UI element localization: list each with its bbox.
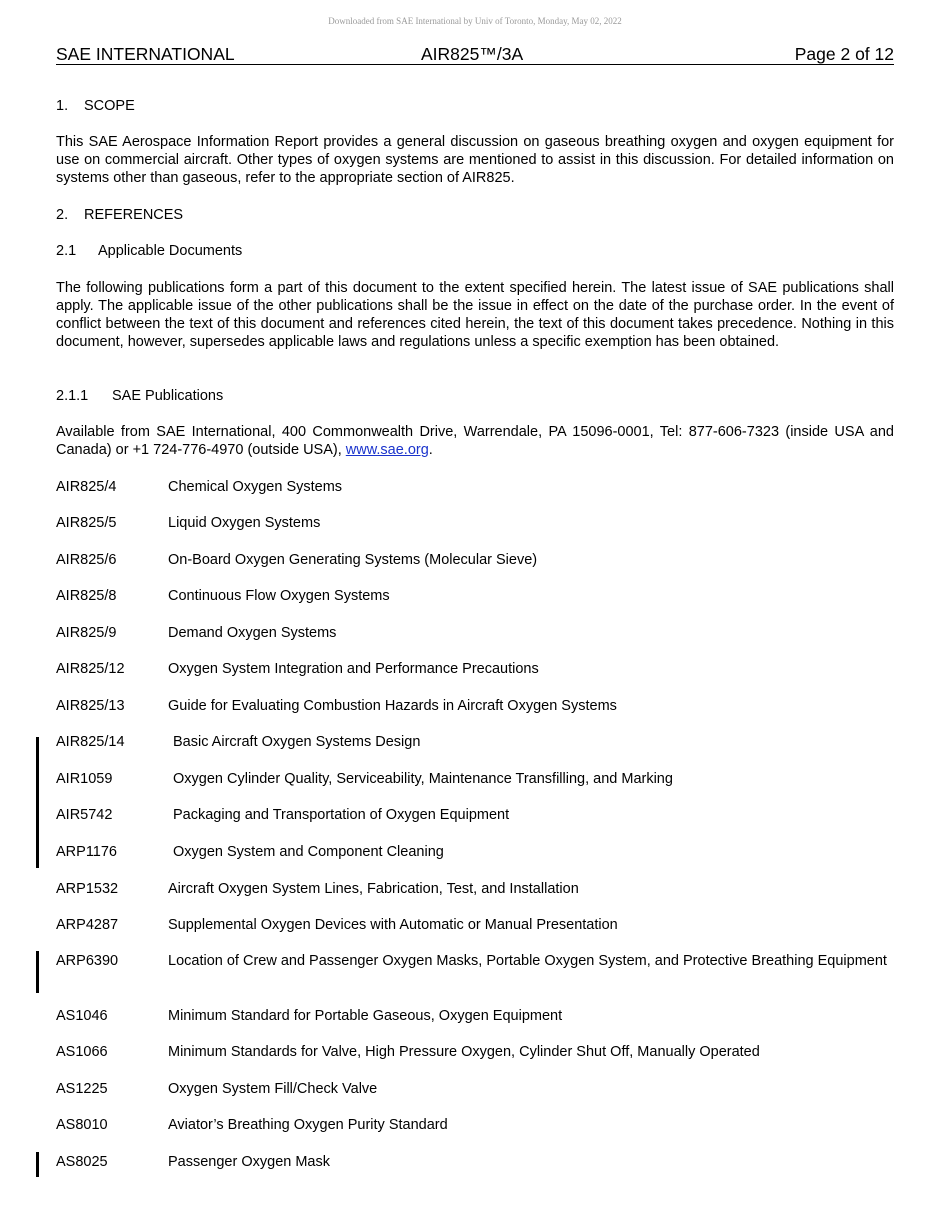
header-org: SAE INTERNATIONAL bbox=[56, 44, 235, 64]
availability-text: Available from SAE International, 400 Commonwealth Drive, Warrendale, PA 15096-0001, Tel: 877-606-7323 (inside USA and Canada) or +1 724-776-4970 (outside USA), bbox=[56, 424, 894, 458]
reference-title: Oxygen System and Component Cleaning bbox=[173, 844, 444, 860]
reference-title: Oxygen Cylinder Quality, Serviceability, Maintenance Transfilling, and Marking bbox=[173, 771, 673, 787]
reference-title: Basic Aircraft Oxygen Systems Design bbox=[173, 734, 421, 750]
section-number: 2.1.1 bbox=[56, 388, 89, 404]
reference-code: AS1225 bbox=[56, 1081, 108, 1097]
revision-change-bar bbox=[36, 951, 39, 993]
sae-publications-paragraph bbox=[56, 423, 894, 459]
reference-code: AIR5742 bbox=[56, 807, 113, 823]
reference-code: ARP4287 bbox=[56, 917, 119, 933]
availability-text-end: . bbox=[428, 442, 433, 458]
section-heading-sae-publications bbox=[56, 387, 894, 405]
reference-title: Aircraft Oxygen System Lines, Fabrication, Test, and Installation bbox=[168, 881, 579, 897]
reference-title: Oxygen System Integration and Performance Precautions bbox=[168, 661, 539, 677]
section-number: 1. bbox=[56, 98, 69, 114]
revision-change-bar bbox=[36, 1152, 39, 1177]
reference-title: Chemical Oxygen Systems bbox=[168, 479, 343, 495]
section-number: 2. bbox=[56, 207, 69, 223]
applicable-documents-paragraph: The following publications form a part of this document to the extent specified herein. The latest issue of SAE publications shall apply. The applicable issue of the other publications shall be the issue in effect on the date of the purchase order. In the event of conflict between the text of this document and references cited herein, the text of this document takes precedence. Nothing in this document, however, supersedes applicable laws and regulations unless a specific exemption has been obtained. bbox=[56, 280, 894, 350]
reference-title: Liquid Oxygen Systems bbox=[168, 515, 321, 531]
reference-code: AIR825/14 bbox=[56, 734, 125, 750]
reference-title: Aviator’s Breathing Oxygen Purity Standard bbox=[168, 1117, 448, 1133]
reference-code: AIR825/9 bbox=[56, 625, 117, 641]
reference-title: Supplemental Oxygen Devices with Automatic or Manual Presentation bbox=[168, 917, 618, 933]
reference-code: AS8025 bbox=[56, 1154, 108, 1170]
reference-code: AIR825/12 bbox=[56, 661, 125, 677]
reference-title: On-Board Oxygen Generating Systems (Molecular Sieve) bbox=[168, 552, 538, 568]
section-title: Applicable Documents bbox=[98, 243, 243, 259]
section-heading-applicable-documents bbox=[56, 242, 894, 260]
reference-title: Guide for Evaluating Combustion Hazards in Aircraft Oxygen Systems bbox=[168, 698, 617, 714]
reference-code: ARP1176 bbox=[56, 844, 117, 860]
reference-code: AIR825/5 bbox=[56, 515, 117, 531]
section-title: REFERENCES bbox=[84, 207, 184, 223]
section-title: SAE Publications bbox=[112, 388, 224, 404]
reference-code: AIR825/4 bbox=[56, 479, 117, 495]
reference-title: Oxygen System Fill/Check Valve bbox=[168, 1081, 378, 1097]
reference-code: AIR825/8 bbox=[56, 588, 117, 604]
section-number: 2.1 bbox=[56, 243, 77, 259]
reference-title: Passenger Oxygen Mask bbox=[168, 1154, 330, 1170]
sae-website-link[interactable]: www.sae.org bbox=[345, 442, 429, 458]
reference-code: AIR825/13 bbox=[56, 698, 125, 714]
reference-title: Packaging and Transportation of Oxygen Equipment bbox=[173, 807, 510, 823]
section-title: SCOPE bbox=[84, 98, 135, 114]
reference-title: Location of Crew and Passenger Oxygen Masks, Portable Oxygen System, and Protective Breathing Equipment bbox=[168, 953, 887, 969]
scope-paragraph: This SAE Aerospace Information Report provides a general discussion on gaseous breathing oxygen and oxygen equipment for use on commercial aircraft. Other types of oxygen systems are mentioned to assist in this discussion. For detailed information on systems other than gaseous, refer to the appropriate section of AIR825. bbox=[56, 134, 894, 186]
reference-title: Demand Oxygen Systems bbox=[168, 625, 337, 641]
reference-code: AS1046 bbox=[56, 1008, 108, 1024]
revision-change-bar bbox=[36, 737, 39, 868]
reference-code: AS1066 bbox=[56, 1044, 108, 1060]
section-heading-references bbox=[56, 206, 894, 224]
download-watermark: Downloaded from SAE International by Univ of Toronto, Monday, May 02, 2022 bbox=[328, 16, 622, 26]
header-doc-id: AIR825™/3A bbox=[421, 44, 524, 64]
section-heading-scope bbox=[56, 97, 894, 115]
reference-code: AS8010 bbox=[56, 1117, 108, 1133]
header-page-number: Page 2 of 12 bbox=[794, 44, 894, 64]
reference-code: ARP6390 bbox=[56, 953, 119, 969]
reference-title: Minimum Standards for Valve, High Pressure Oxygen, Cylinder Shut Off, Manually Operated bbox=[168, 1044, 760, 1060]
reference-title: Continuous Flow Oxygen Systems bbox=[168, 588, 390, 604]
reference-code: AIR1059 bbox=[56, 771, 113, 787]
reference-code: AIR825/6 bbox=[56, 552, 117, 568]
reference-title: Minimum Standard for Portable Gaseous, Oxygen Equipment bbox=[168, 1008, 563, 1024]
page-header bbox=[56, 44, 894, 65]
reference-code: ARP1532 bbox=[56, 881, 119, 897]
